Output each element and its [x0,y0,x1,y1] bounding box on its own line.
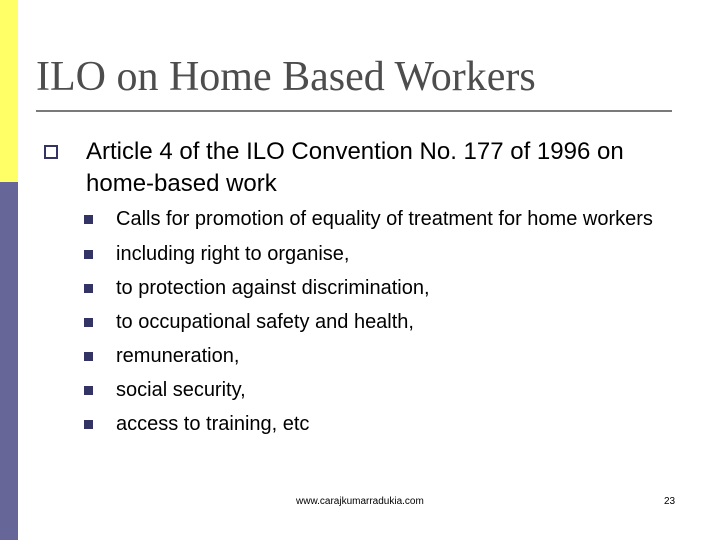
accent-stripe-blue [0,182,18,540]
footer-url: www.carajkumarradukia.com [296,496,424,507]
square-bullet-icon [84,215,93,224]
main-bullet-text: Article 4 of the ILO Convention No. 177 of 1996 on home-based work [86,138,624,197]
title-divider [36,110,672,112]
list-item-text: Calls for promotion of equality of treatment for home workers [116,208,653,230]
list-item [84,271,684,305]
list-item-text: social security, [116,379,246,401]
page-number: 23 [664,496,676,507]
list-item-text: to protection against discrimination, [116,277,430,299]
list-item [84,407,684,441]
list-item-text: remuneration, [116,345,240,367]
slide-title: ILO on Home Based Workers [36,54,536,100]
list-item-text: including right to organise, [116,243,350,265]
square-bullet-icon [84,386,93,395]
list-item [84,205,684,233]
square-bullet-icon [84,284,93,293]
list-item [84,237,684,271]
list-item-text: to occupational safety and health, [116,311,414,333]
list-item [84,373,684,407]
accent-stripe-yellow [0,0,18,182]
list-item-text: access to training, etc [116,413,310,435]
list-item [84,305,684,339]
list-item [84,339,684,373]
square-bullet-icon [84,420,93,429]
square-bullet-icon [84,250,93,259]
hollow-square-bullet-icon [44,145,58,159]
square-bullet-icon [84,352,93,361]
square-bullet-icon [84,318,93,327]
sub-bullet-list [84,205,684,441]
